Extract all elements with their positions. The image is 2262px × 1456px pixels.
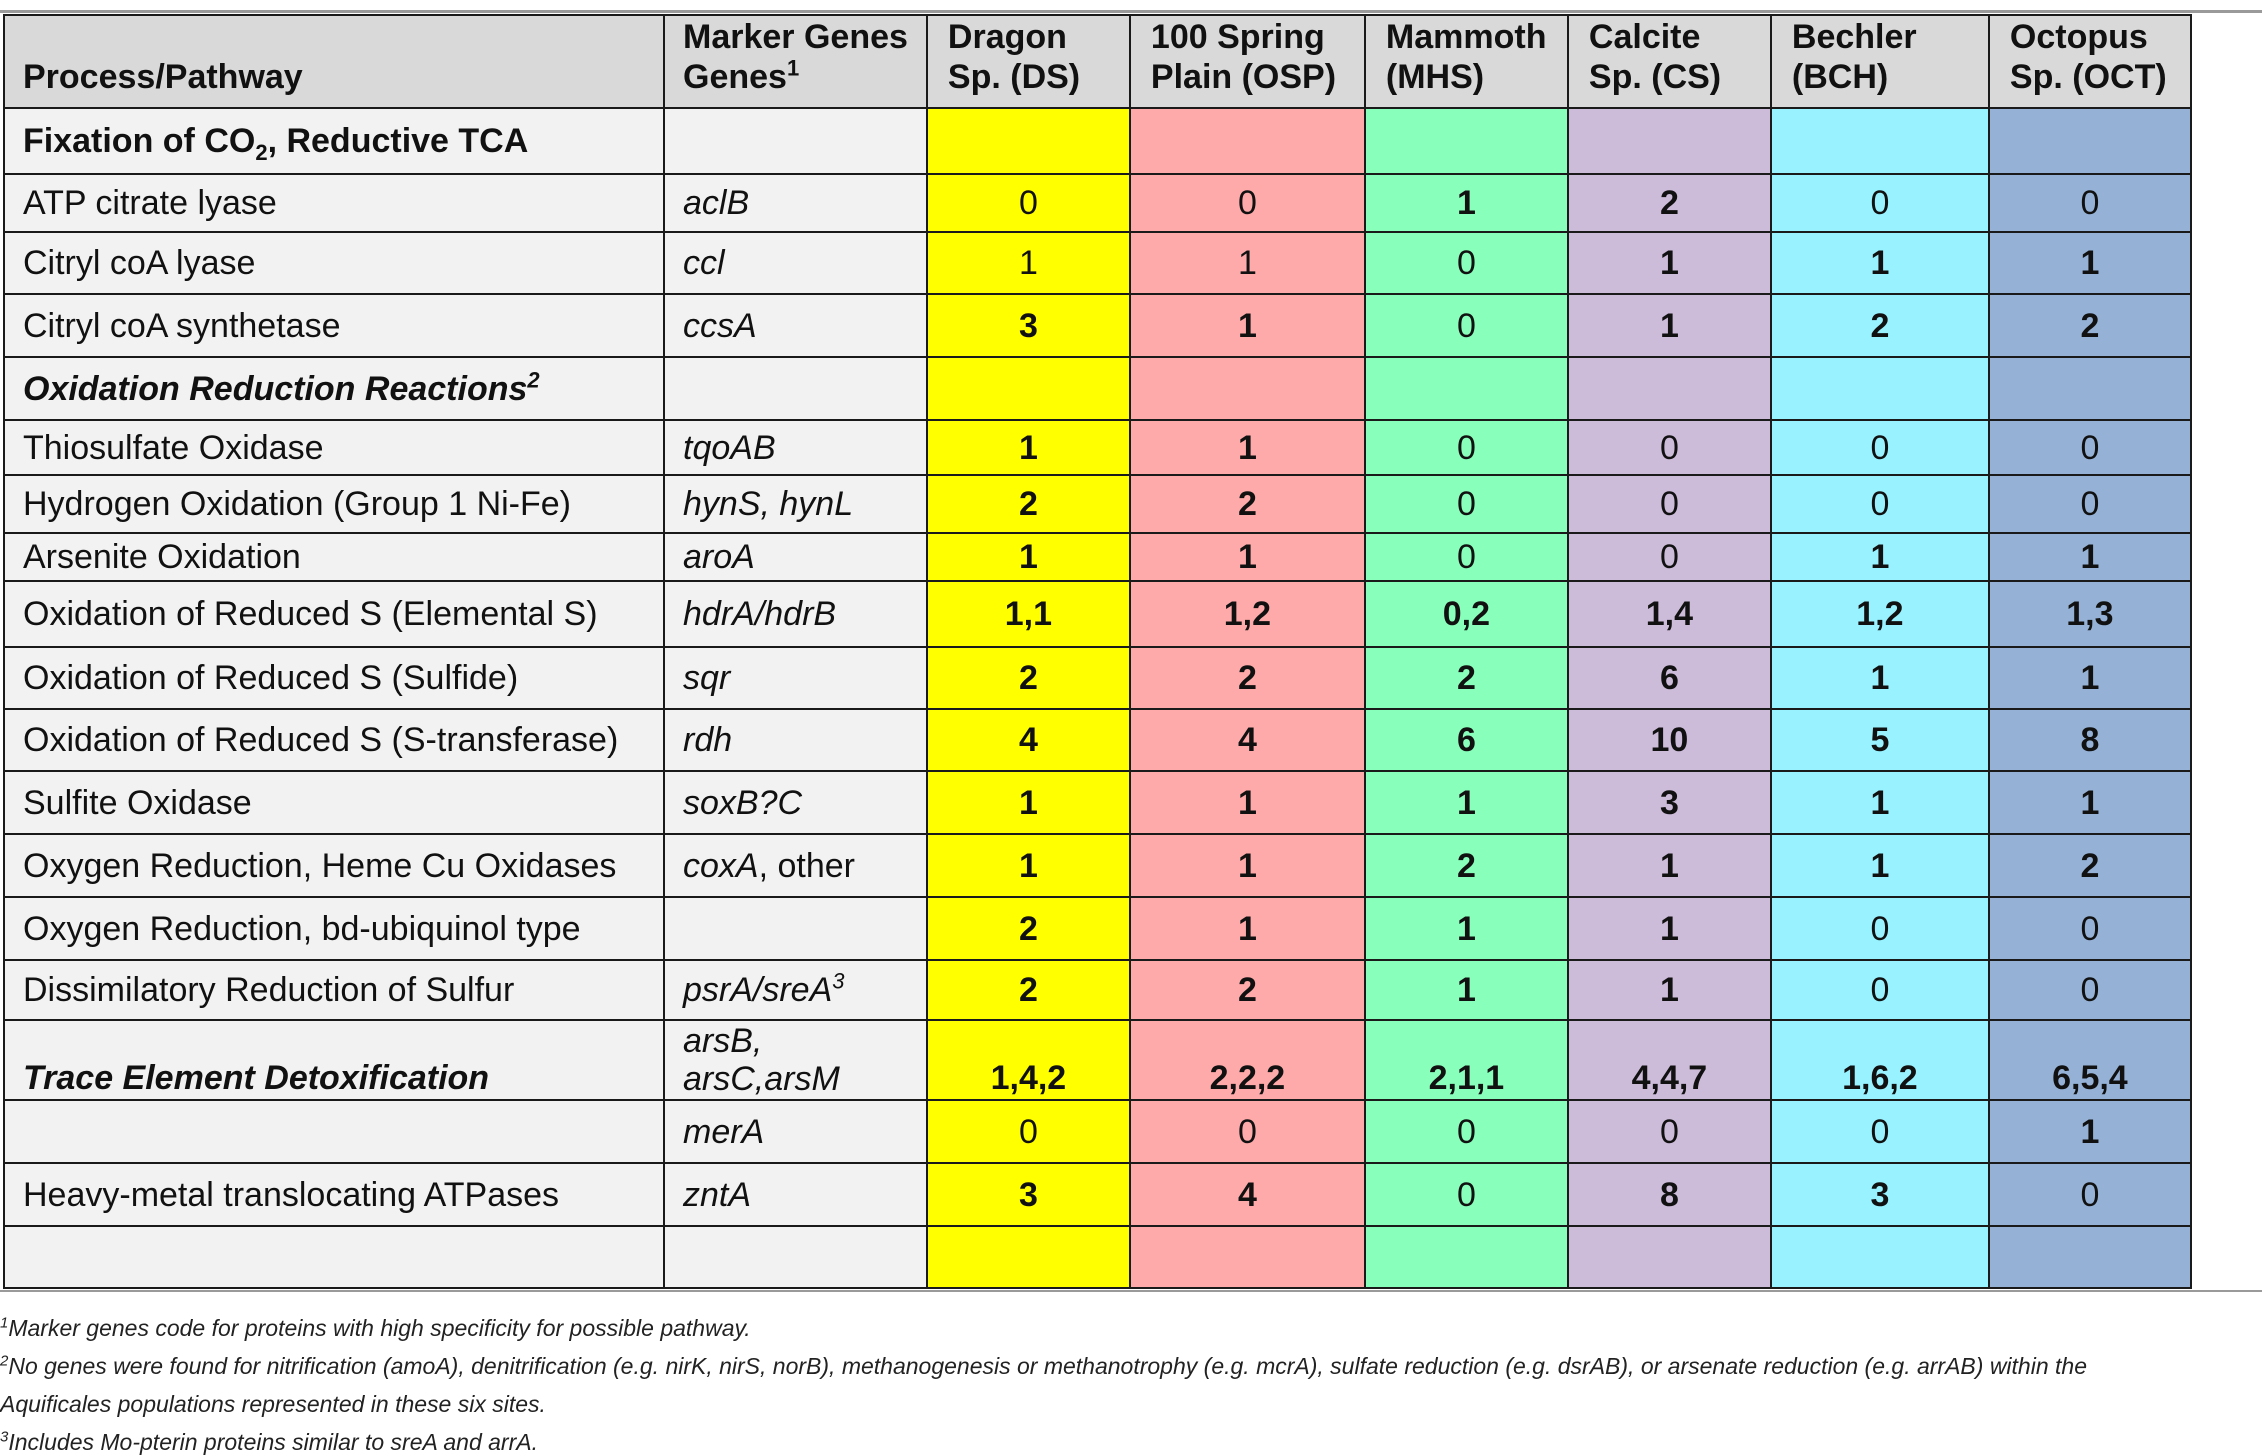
value-cell-bch: 0	[1771, 1100, 1989, 1163]
value-cell-ds	[927, 108, 1130, 174]
value-cell-bch: 0	[1771, 475, 1989, 533]
value-cell-bch: 0	[1771, 174, 1989, 232]
process-cell: Oxygen Reduction, bd-ubiquinol type	[4, 897, 664, 960]
marker-gene-cell: aclB	[664, 174, 927, 232]
header-site-cs: Calcite Sp. (CS)	[1568, 15, 1771, 108]
value-cell-cs: 6	[1568, 647, 1771, 709]
value-cell-bch	[1771, 357, 1989, 420]
value-cell-cs	[1568, 1226, 1771, 1288]
value-cell-mhs: 2,1,1	[1365, 1020, 1568, 1100]
table-row	[4, 108, 2191, 174]
value-cell-mhs: 2	[1365, 647, 1568, 709]
value-cell-mhs: 0	[1365, 475, 1568, 533]
value-cell-cs: 1	[1568, 897, 1771, 960]
header-site-mhs: Mammoth (MHS)	[1365, 15, 1568, 108]
value-cell-osp: 1	[1130, 533, 1365, 581]
value-cell-osp: 2	[1130, 475, 1365, 533]
marker-gene-cell	[664, 897, 927, 960]
pathway-table	[3, 14, 2192, 1289]
table-row	[4, 771, 2191, 834]
value-cell-ds: 1	[927, 834, 1130, 897]
value-cell-osp: 2	[1130, 647, 1365, 709]
value-cell-ds: 4	[927, 709, 1130, 771]
value-cell-mhs: 0	[1365, 294, 1568, 357]
value-cell-osp: 4	[1130, 1163, 1365, 1226]
value-cell-cs: 0	[1568, 1100, 1771, 1163]
header-row	[4, 15, 2191, 108]
value-cell-bch: 1,6,2	[1771, 1020, 1989, 1100]
process-cell	[4, 1100, 664, 1163]
marker-gene-cell: psrA/sreA$^3$	[664, 960, 927, 1020]
table-row	[4, 533, 2191, 581]
value-cell-osp: 1	[1130, 771, 1365, 834]
header-process: Process/Pathway	[4, 15, 664, 108]
table-row	[4, 475, 2191, 533]
process-cell: Thiosulfate Oxidase	[4, 420, 664, 475]
value-cell-osp	[1130, 1226, 1365, 1288]
value-cell-cs: 10	[1568, 709, 1771, 771]
value-cell-ds	[927, 357, 1130, 420]
marker-gene-cell: coxA, other	[664, 834, 927, 897]
value-cell-osp	[1130, 357, 1365, 420]
table-row	[4, 897, 2191, 960]
value-cell-ds: 0	[927, 174, 1130, 232]
value-cell-bch: 1	[1771, 533, 1989, 581]
value-cell-mhs: 0	[1365, 232, 1568, 294]
header-site-osp: 100 Spring Plain (OSP)	[1130, 15, 1365, 108]
value-cell-bch: 1	[1771, 232, 1989, 294]
process-cell	[4, 1226, 664, 1288]
value-cell-bch: 2	[1771, 294, 1989, 357]
process-cell: Oxidation of Reduced S (Elemental S)	[4, 581, 664, 647]
process-cell: Oxidation Reduction Reactions$^2$	[4, 357, 664, 420]
process-cell: Oxygen Reduction, Heme Cu Oxidases	[4, 834, 664, 897]
process-cell: Oxidation of Reduced S (Sulfide)	[4, 647, 664, 709]
marker-gene-cell: sqr	[664, 647, 927, 709]
table-row	[4, 294, 2191, 357]
value-cell-mhs: 0	[1365, 533, 1568, 581]
footnote: $^2$No genes were found for nitrification (amoA), denitrification (e.g. nirK, nirS, norB), methanogenesis or methanotrophy (e.g. mcrA), sulfate reduction (e.g. dsrAB), or arsenate reduction (e.g. arrAB) within the	[0, 1352, 2087, 1379]
value-cell-cs: 2	[1568, 174, 1771, 232]
footnote: $^3$Includes Mo-pterin proteins similar to sreA and arrA.	[0, 1428, 538, 1455]
process-cell: Oxidation of Reduced S (S-transferase)	[4, 709, 664, 771]
value-cell-oct: 0	[1989, 475, 2191, 533]
marker-gene-cell: soxB?C	[664, 771, 927, 834]
value-cell-cs: 0	[1568, 533, 1771, 581]
process-cell: ATP citrate lyase	[4, 174, 664, 232]
value-cell-osp: 0	[1130, 174, 1365, 232]
value-cell-osp: 0	[1130, 1100, 1365, 1163]
value-cell-oct: 1	[1989, 647, 2191, 709]
value-cell-ds: 2	[927, 897, 1130, 960]
value-cell-ds: 1	[927, 420, 1130, 475]
marker-gene-cell: arsB, arsC,arsM	[664, 1020, 927, 1100]
value-cell-osp: 4	[1130, 709, 1365, 771]
table-row	[4, 647, 2191, 709]
value-cell-oct: 1	[1989, 771, 2191, 834]
value-cell-oct	[1989, 1226, 2191, 1288]
value-cell-cs: 8	[1568, 1163, 1771, 1226]
process-cell: Arsenite Oxidation	[4, 533, 664, 581]
value-cell-cs: 0	[1568, 475, 1771, 533]
value-cell-cs: 4,4,7	[1568, 1020, 1771, 1100]
value-cell-bch: 3	[1771, 1163, 1989, 1226]
header-marker-genes: Marker Genes Genes$^1$	[664, 15, 927, 108]
value-cell-oct	[1989, 108, 2191, 174]
value-cell-ds: 2	[927, 475, 1130, 533]
value-cell-mhs	[1365, 108, 1568, 174]
table-row	[4, 232, 2191, 294]
value-cell-bch	[1771, 108, 1989, 174]
header-site-oct: Octopus Sp. (OCT)	[1989, 15, 2191, 108]
value-cell-osp: 1,2	[1130, 581, 1365, 647]
table-row	[4, 1163, 2191, 1226]
value-cell-ds: 0	[927, 1100, 1130, 1163]
value-cell-oct: 1	[1989, 533, 2191, 581]
footnote: $^1$Marker genes code for proteins with high specificity for possible pathway.	[0, 1314, 751, 1341]
value-cell-ds: 1,1	[927, 581, 1130, 647]
value-cell-ds: 1	[927, 771, 1130, 834]
marker-gene-cell: ccl	[664, 232, 927, 294]
value-cell-mhs: 1	[1365, 771, 1568, 834]
marker-gene-cell: hdrA/hdrB	[664, 581, 927, 647]
value-cell-oct: 1	[1989, 1100, 2191, 1163]
value-cell-bch: 1	[1771, 647, 1989, 709]
value-cell-bch: 0	[1771, 960, 1989, 1020]
value-cell-ds: 1	[927, 533, 1130, 581]
top-rule	[0, 10, 2262, 13]
bottom-rule	[0, 1290, 2262, 1292]
process-cell: Heavy-metal translocating ATPases	[4, 1163, 664, 1226]
value-cell-cs: 1,4	[1568, 581, 1771, 647]
table-row	[4, 834, 2191, 897]
value-cell-mhs: 0	[1365, 1163, 1568, 1226]
value-cell-cs	[1568, 357, 1771, 420]
marker-gene-cell	[664, 357, 927, 420]
value-cell-cs: 1	[1568, 960, 1771, 1020]
value-cell-ds: 3	[927, 294, 1130, 357]
value-cell-ds: 1	[927, 232, 1130, 294]
value-cell-cs: 1	[1568, 232, 1771, 294]
table-row	[4, 1020, 2191, 1100]
marker-gene-cell	[664, 1226, 927, 1288]
value-cell-cs: 1	[1568, 294, 1771, 357]
value-cell-osp: 2,2,2	[1130, 1020, 1365, 1100]
process-cell: Citryl coA lyase	[4, 232, 664, 294]
value-cell-oct: 1,3	[1989, 581, 2191, 647]
value-cell-osp: 1	[1130, 897, 1365, 960]
marker-gene-cell: rdh	[664, 709, 927, 771]
value-cell-osp: 1	[1130, 232, 1365, 294]
process-cell: Sulfite Oxidase	[4, 771, 664, 834]
value-cell-cs: 3	[1568, 771, 1771, 834]
value-cell-cs: 1	[1568, 834, 1771, 897]
table-row	[4, 357, 2191, 420]
value-cell-cs	[1568, 108, 1771, 174]
value-cell-osp: 1	[1130, 294, 1365, 357]
value-cell-oct: 0	[1989, 960, 2191, 1020]
value-cell-mhs: 1	[1365, 897, 1568, 960]
header-site-ds: Dragon Sp. (DS)	[927, 15, 1130, 108]
table-row	[4, 1100, 2191, 1163]
value-cell-mhs: 0,2	[1365, 581, 1568, 647]
table-row	[4, 420, 2191, 475]
process-cell: Citryl coA synthetase	[4, 294, 664, 357]
value-cell-bch	[1771, 1226, 1989, 1288]
value-cell-cs: 0	[1568, 420, 1771, 475]
marker-gene-cell: tqoAB	[664, 420, 927, 475]
value-cell-bch: 0	[1771, 897, 1989, 960]
value-cell-oct	[1989, 357, 2191, 420]
value-cell-osp: 1	[1130, 834, 1365, 897]
value-cell-oct: 0	[1989, 420, 2191, 475]
value-cell-bch: 1	[1771, 771, 1989, 834]
value-cell-mhs: 0	[1365, 420, 1568, 475]
value-cell-oct: 6,5,4	[1989, 1020, 2191, 1100]
marker-gene-cell	[664, 108, 927, 174]
value-cell-oct: 0	[1989, 174, 2191, 232]
value-cell-osp: 1	[1130, 420, 1365, 475]
value-cell-osp	[1130, 108, 1365, 174]
value-cell-bch: 5	[1771, 709, 1989, 771]
value-cell-ds: 2	[927, 647, 1130, 709]
table-row	[4, 960, 2191, 1020]
value-cell-mhs: 1	[1365, 960, 1568, 1020]
value-cell-bch: 1	[1771, 834, 1989, 897]
value-cell-oct: 0	[1989, 897, 2191, 960]
marker-gene-cell: aroA	[664, 533, 927, 581]
value-cell-oct: 2	[1989, 294, 2191, 357]
value-cell-mhs	[1365, 357, 1568, 420]
table-row	[4, 581, 2191, 647]
value-cell-bch: 0	[1771, 420, 1989, 475]
value-cell-ds: 2	[927, 960, 1130, 1020]
value-cell-mhs: 1	[1365, 174, 1568, 232]
marker-gene-cell: hynS, hynL	[664, 475, 927, 533]
value-cell-bch: 1,2	[1771, 581, 1989, 647]
process-cell: Trace Element Detoxification	[4, 1020, 664, 1100]
value-cell-oct: 8	[1989, 709, 2191, 771]
header-site-bch: Bechler (BCH)	[1771, 15, 1989, 108]
value-cell-oct: 2	[1989, 834, 2191, 897]
process-cell: Dissimilatory Reduction of Sulfur	[4, 960, 664, 1020]
value-cell-oct: 1	[1989, 232, 2191, 294]
value-cell-mhs: 6	[1365, 709, 1568, 771]
value-cell-ds: 1,4,2	[927, 1020, 1130, 1100]
process-cell: Fixation of $CO_2$, Reductive TCA	[4, 108, 664, 174]
table-row	[4, 709, 2191, 771]
value-cell-oct: 0	[1989, 1163, 2191, 1226]
value-cell-mhs: 2	[1365, 834, 1568, 897]
process-cell: Hydrogen Oxidation (Group 1 Ni-Fe)	[4, 475, 664, 533]
value-cell-ds	[927, 1226, 1130, 1288]
marker-gene-cell: merA	[664, 1100, 927, 1163]
value-cell-ds: 3	[927, 1163, 1130, 1226]
table-row	[4, 1226, 2191, 1288]
footnote: Aquificales populations represented in these six sites.	[0, 1391, 546, 1417]
value-cell-osp: 2	[1130, 960, 1365, 1020]
value-cell-mhs	[1365, 1226, 1568, 1288]
value-cell-mhs: 0	[1365, 1100, 1568, 1163]
marker-gene-cell: ccsA	[664, 294, 927, 357]
marker-gene-cell: zntA	[664, 1163, 927, 1226]
table-row	[4, 174, 2191, 232]
